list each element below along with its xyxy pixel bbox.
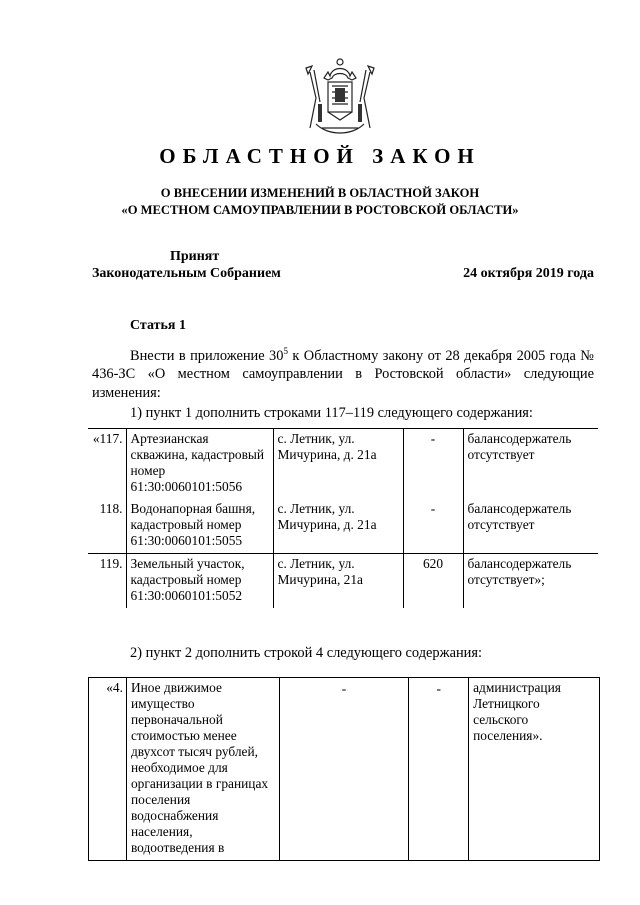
object-address: - [279,678,409,861]
object-address: с. Летник, ул. Мичурина, 21а [273,554,403,609]
items-table-2 [88,677,600,861]
object-value: - [409,678,469,861]
items-table-1 [88,428,598,608]
item2-text: 2) пункт 2 дополнить строкой 4 следующего содержания: [130,645,482,661]
table-row [88,554,598,609]
law-subtitle-line2: «О МЕСТНОМ САМОУПРАВЛЕНИИ В РОСТОВСКОЙ ОБЛАСТИ» [121,203,519,217]
row-number: 119. [88,554,126,609]
balance-holder: балансодержатель отсутствует [463,429,598,500]
object-value: 620 [403,554,463,609]
adopted-by: Законодательным Собранием [92,266,281,281]
article-superscript: 5 [283,346,288,356]
law-title: ОБЛАСТНОЙ ЗАКОН [159,144,481,168]
row-number: 118. [88,499,126,554]
row-number: «117. [88,429,126,500]
adopted-label: Принят [170,249,220,264]
article-heading: Статья 1 [130,318,186,333]
object-value: - [403,499,463,554]
table-row [88,499,598,554]
law-subtitle-line1: О ВНЕСЕНИИ ИЗМЕНЕНИЙ В ОБЛАСТНОЙ ЗАКОН [160,186,480,200]
balance-holder: балансодержатель отсутствует [463,499,598,554]
object-value: - [403,429,463,500]
table-row [88,429,598,500]
article-text-after: к Областному закону от 28 декабря 2005 года № 436-ЗС «О местном самоуправлении в Ростовской области» следующие изменения: [92,347,594,401]
object-name: Иное движимое имущество первоначальной стоимостью менее двухсот тысяч рублей, необходимое для организации в границах поселения водоснабжения населения, водоотведения в [126,678,279,861]
row-number: «4. [89,678,127,861]
object-address: с. Летник, ул. Мичурина, д. 21а [273,429,403,500]
item1-text: 1) пункт 1 дополнить строками 117–119 следующего содержания: [130,405,533,421]
coat-of-arms-icon [302,58,378,140]
table-row [89,678,600,861]
adoption-date: 24 октября 2019 года [463,266,594,281]
balance-holder: балансодержатель отсутствует»; [463,554,598,609]
article-text-before: Внести в приложение 30 [130,347,284,364]
article-text [92,342,594,402]
balance-holder: администрация Летницкого сельского поселения». [469,678,600,861]
object-name: Земельный участок, кадастровый номер 61:30:0060101:5052 [126,554,273,609]
object-name: Водонапорная башня, кадастровый номер 61:30:0060101:5055 [126,499,273,554]
object-name: Артезианская скважина, кадастровый номер 61:30:0060101:5056 [126,429,273,500]
object-address: с. Летник, ул. Мичурина, д. 21а [273,499,403,554]
